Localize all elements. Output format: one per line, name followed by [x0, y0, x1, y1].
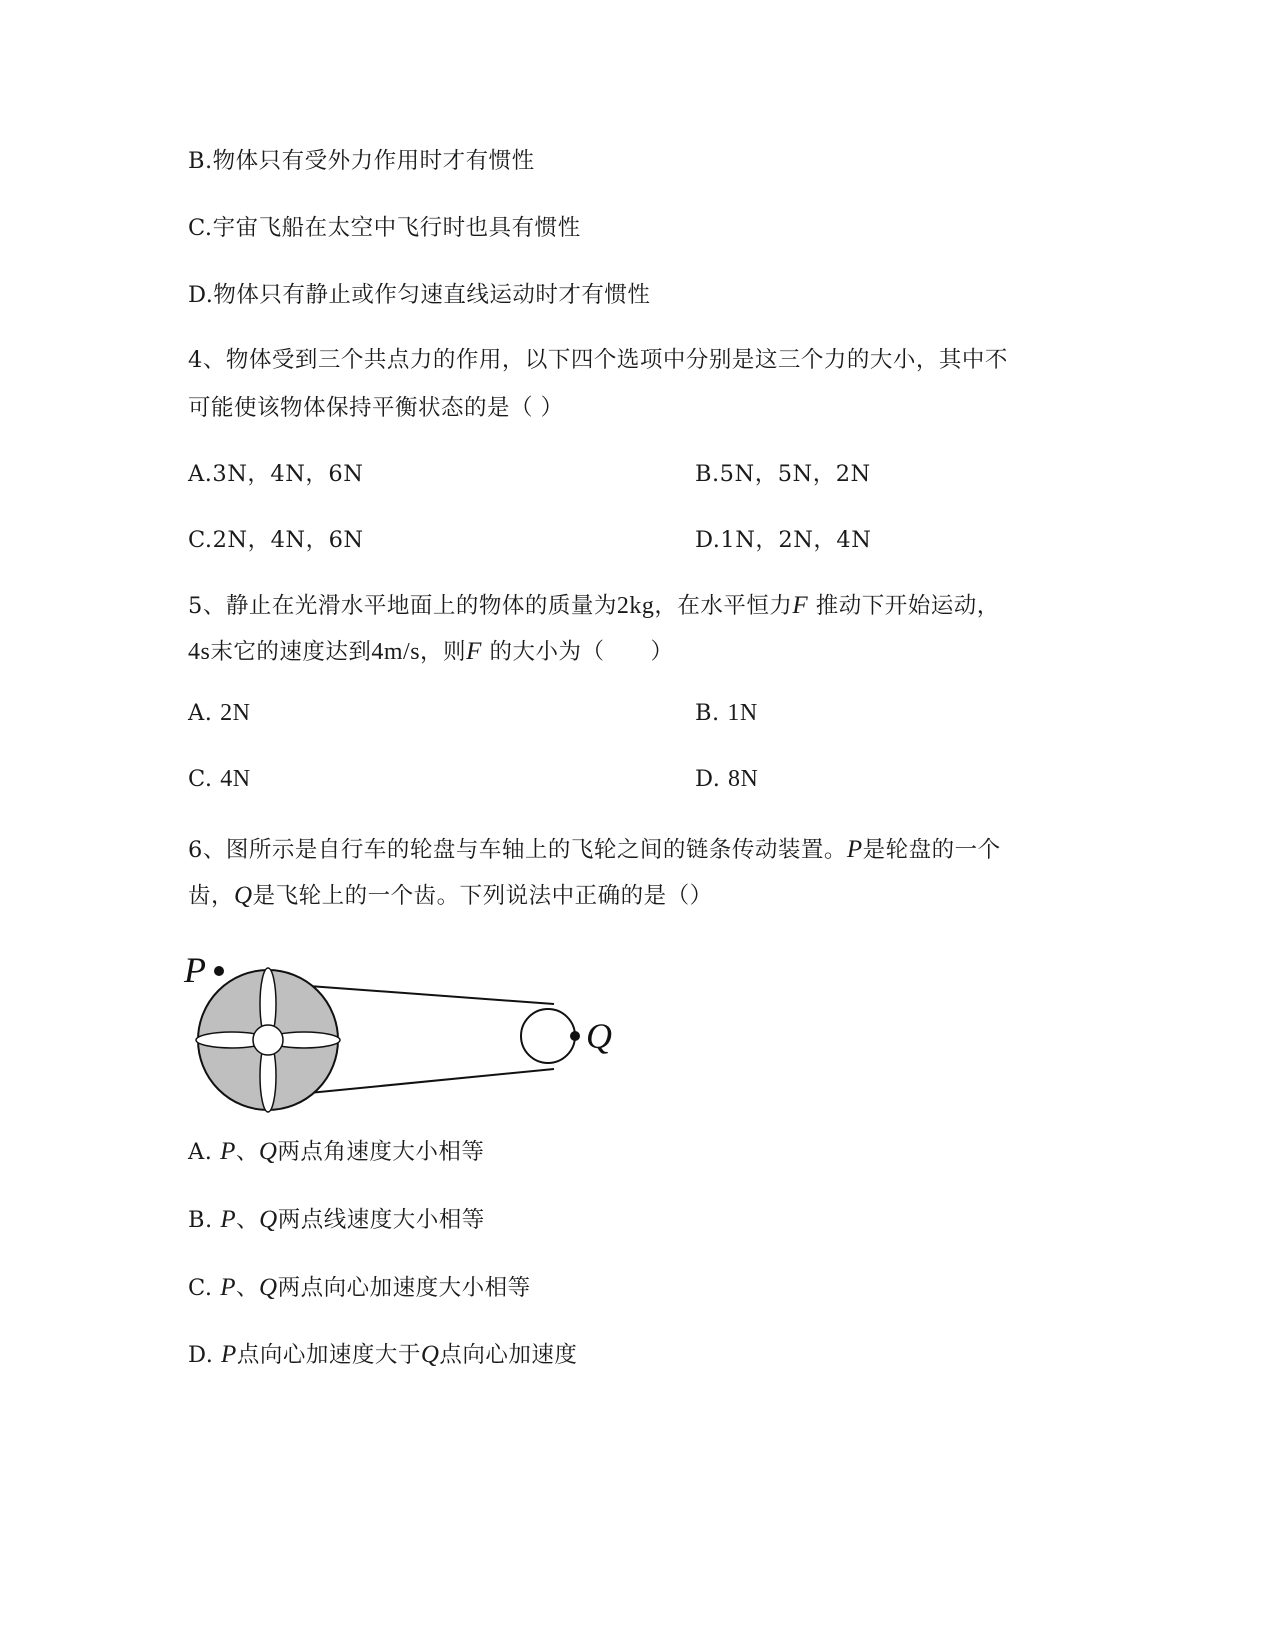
option-label: C.: [188, 1275, 221, 1301]
q6-text: 齿，: [188, 883, 235, 909]
Q-symbol: Q: [420, 1341, 440, 1368]
q4-option-b: B.5N，5N，2N: [695, 461, 871, 487]
q5-option-b: [695, 700, 758, 727]
P-symbol: P: [221, 1341, 237, 1368]
separator: 、: [236, 1275, 260, 1301]
q6-option-b: [188, 1202, 485, 1234]
q6-option-a: [188, 1134, 484, 1166]
option-b-prev: B.物体只有受外力作用时才有惯性: [188, 148, 535, 174]
q5-force-symbol: F: [466, 638, 482, 665]
option-label: D.: [695, 766, 729, 792]
option-value: 4N: [220, 766, 251, 792]
option-text: 两点向心加速度大小相等: [277, 1275, 531, 1301]
Q-symbol: Q: [259, 1274, 278, 1301]
q5-mass: 2kg: [616, 593, 655, 619]
option-c-prev: C.宇宙飞船在太空中飞行时也具有惯性: [188, 215, 581, 241]
option-text: 两点线速度大小相等: [277, 1207, 485, 1233]
chain-drive-figure: [184, 950, 638, 1110]
q6-text: 是轮盘的一个: [862, 837, 1001, 863]
q4-option-c: C.2N，4N，6N: [188, 527, 364, 553]
q6-P-symbol: P: [846, 836, 863, 863]
option-value: 8N: [728, 766, 759, 792]
q5-text: 的大小为（ ）: [481, 639, 674, 665]
chainring-hub: [253, 1025, 283, 1055]
point-P: [214, 966, 224, 976]
q5-option-a: [188, 700, 250, 727]
P-symbol: P: [220, 1138, 236, 1165]
q5-text: ，则: [420, 639, 467, 665]
q5-text: 推动下开始运动，: [808, 593, 1000, 619]
flywheel: [521, 1009, 575, 1063]
q5-text: 5、静止在光滑水平地面上的物体的质量为: [188, 593, 617, 619]
q6-option-d: [188, 1337, 577, 1369]
option-label: D.: [188, 1342, 222, 1368]
q4-option-a: A.3N，4N，6N: [188, 461, 364, 487]
separator: 、: [236, 1207, 260, 1233]
option-label: B.: [188, 1207, 221, 1233]
option-value: 2N: [220, 700, 251, 726]
option-label: A.: [188, 700, 221, 726]
P-symbol: P: [220, 1274, 236, 1301]
q6-stem-line1: [188, 832, 1001, 864]
q4-stem-line1: 4、物体受到三个共点力的作用，以下四个选项中分别是这三个力的大小，其中不: [188, 347, 1008, 373]
q6-text: 6、图所示是自行车的轮盘与车轴上的飞轮之间的链条传动装置。: [188, 837, 847, 863]
option-text: 点向心加速度: [439, 1342, 578, 1368]
q5-option-d: [695, 766, 758, 793]
q5-option-c: [188, 766, 251, 793]
q5-stem-line2: [188, 634, 674, 666]
label-P: P: [184, 950, 206, 990]
option-text: 两点角速度大小相等: [277, 1139, 485, 1165]
q6-Q-symbol: Q: [234, 882, 253, 909]
q6-option-c: [188, 1270, 531, 1302]
q5-force-symbol: F: [792, 592, 809, 619]
q5-text: ，在水平恒力: [654, 593, 793, 619]
P-symbol: P: [220, 1206, 237, 1233]
q4-stem-line2: 可能使该物体保持平衡状态的是（ ）: [188, 395, 564, 421]
option-label: B.: [695, 700, 728, 726]
option-d-prev: D.物体只有静止或作匀速直线运动时才有惯性: [188, 282, 651, 308]
option-label: C.: [188, 766, 221, 792]
option-text: 点向心加速度大于: [236, 1342, 421, 1368]
Q-symbol: Q: [259, 1206, 278, 1233]
option-value: 1N: [727, 700, 758, 726]
q5-velocity: 4m/s: [371, 639, 421, 665]
q5-time: 4s: [188, 639, 211, 665]
option-label: A.: [188, 1139, 221, 1165]
q5-text: 末它的速度达到: [210, 639, 372, 665]
Q-symbol: Q: [258, 1138, 278, 1165]
q5-stem-line1: [188, 588, 1000, 620]
separator: 、: [235, 1139, 259, 1165]
q6-text: 是飞轮上的一个齿。下列说法中正确的是（）: [252, 883, 713, 909]
q4-option-d: D.1N，2N，4N: [695, 527, 872, 553]
point-Q: [570, 1031, 580, 1041]
q6-stem-line2: [188, 878, 713, 910]
label-Q: Q: [586, 1016, 612, 1056]
